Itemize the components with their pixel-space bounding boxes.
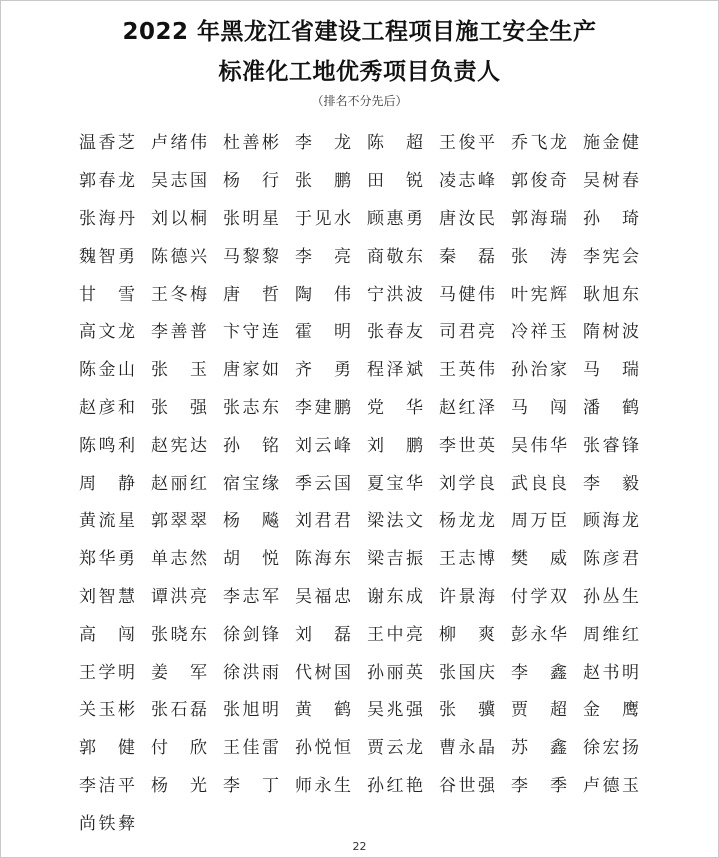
person-name: 贾 超 — [511, 700, 567, 721]
person-name: 许 景 海 — [439, 586, 495, 607]
person-name: 刘 学 良 — [439, 473, 495, 494]
person-name: 李 世 英 — [439, 435, 495, 456]
person-name: 李 季 — [511, 775, 567, 796]
person-name: 张 国 庆 — [439, 662, 495, 683]
person-name: 张 强 — [151, 397, 207, 418]
person-name: 赵 宪 达 — [151, 435, 207, 456]
person-name: 夏 宝 华 — [367, 473, 423, 494]
person-name: 王 中 亮 — [367, 624, 423, 645]
person-name: 乔 飞 龙 — [511, 133, 567, 154]
person-name: 陈 德 兴 — [151, 246, 207, 267]
person-name: 师 永 生 — [295, 775, 351, 796]
person-name: 张 石 磊 — [151, 700, 207, 721]
person-name: 周 万 臣 — [511, 511, 567, 532]
person-name: 吴 福 忠 — [295, 586, 351, 607]
person-name: 刘 云 峰 — [295, 435, 351, 456]
person-name: 付 学 双 — [511, 586, 567, 607]
person-name: 曹 永 晶 — [439, 738, 495, 759]
person-name: 郭 俊 奇 — [511, 171, 567, 192]
person-name: 孙 铭 — [223, 435, 279, 456]
person-name: 张 涛 — [511, 246, 567, 267]
person-name: 关 玉 彬 — [79, 700, 135, 721]
person-name: 孙 丽 英 — [367, 662, 423, 683]
person-name: 苏 鑫 — [511, 738, 567, 759]
person-name: 霍 明 — [295, 322, 351, 343]
person-name: 孙 琦 — [583, 208, 639, 229]
person-name: 卢 绪 伟 — [151, 133, 207, 154]
person-name: 顾 海 龙 — [583, 511, 639, 532]
person-name: 隋 树 波 — [583, 322, 639, 343]
person-name: 李 鑫 — [511, 662, 567, 683]
person-name: 甘 雪 — [79, 284, 135, 305]
person-name: 单 志 然 — [151, 549, 207, 570]
person-name: 周 静 — [79, 473, 135, 494]
person-name: 张 鹏 — [295, 171, 351, 192]
person-name: 黄 鹤 — [295, 700, 351, 721]
person-name: 刘 磊 — [295, 624, 351, 645]
person-name: 赵 红 泽 — [439, 397, 495, 418]
person-name: 杨 光 — [151, 775, 207, 796]
person-name: 顾 惠 勇 — [367, 208, 423, 229]
person-name: 张 志 东 — [223, 397, 279, 418]
person-name: 王 俊 平 — [439, 133, 495, 154]
person-name: 郭 海 瑞 — [511, 208, 567, 229]
person-name: 陈 超 — [367, 133, 423, 154]
person-name: 陈 海 东 — [295, 549, 351, 570]
person-name: 张 骥 — [439, 700, 495, 721]
person-name: 王 英 伟 — [439, 360, 495, 381]
person-name: 赵 书 明 — [583, 662, 639, 683]
person-name: 刘 智 慧 — [79, 586, 135, 607]
person-name: 李 建 鹏 — [295, 397, 351, 418]
person-name: 谭 洪 亮 — [151, 586, 207, 607]
person-name: 郭 健 — [79, 738, 135, 759]
person-name: 谢 东 成 — [367, 586, 423, 607]
person-name: 冷 祥 玉 — [511, 322, 567, 343]
person-name: 刘 以 桐 — [151, 208, 207, 229]
person-name: 刘 鹏 — [367, 435, 423, 456]
person-name: 郭 春 龙 — [79, 171, 135, 192]
person-name: 杨 飚 — [223, 511, 279, 532]
person-name: 叶 宪 辉 — [511, 284, 567, 305]
person-name: 吴 伟 华 — [511, 435, 567, 456]
person-name: 党 华 — [367, 397, 423, 418]
person-name: 张 睿 锋 — [583, 435, 639, 456]
person-name: 陈 鸣 利 — [79, 435, 135, 456]
person-name: 张 玉 — [151, 360, 207, 381]
person-name: 齐 勇 — [295, 360, 351, 381]
person-name: 金 鹰 — [583, 700, 639, 721]
person-name: 温 香 芝 — [79, 133, 135, 154]
person-name: 徐 剑 锋 — [223, 624, 279, 645]
person-name: 李 丁 — [223, 775, 279, 796]
person-name: 王 学 明 — [79, 662, 135, 683]
person-name: 卢 德 玉 — [583, 775, 639, 796]
person-name: 吴 树 春 — [583, 171, 639, 192]
person-name: 王 志 博 — [439, 549, 495, 570]
person-name: 程 泽 斌 — [367, 360, 423, 381]
person-name: 孙 治 家 — [511, 360, 567, 381]
person-name: 吴 兆 强 — [367, 700, 423, 721]
person-name: 季 云 国 — [295, 473, 351, 494]
person-name: 武 良 良 — [511, 473, 567, 494]
person-name: 张 明 星 — [223, 208, 279, 229]
person-name: 代 树 国 — [295, 662, 351, 683]
page-number: 22 — [352, 840, 367, 853]
person-name: 张 海 丹 — [79, 208, 135, 229]
person-name: 商 敬 东 — [367, 246, 423, 267]
person-name: 陈 金 山 — [79, 360, 135, 381]
person-name: 赵 丽 红 — [151, 473, 207, 494]
person-name: 李 善 普 — [151, 322, 207, 343]
person-name: 王 佳 雷 — [223, 738, 279, 759]
person-name: 黄 流 星 — [79, 511, 135, 532]
person-name: 杜 善 彬 — [223, 133, 279, 154]
person-name: 郭 翠 翠 — [151, 511, 207, 532]
person-name: 高 闯 — [79, 624, 135, 645]
person-name: 于 见 水 — [295, 208, 351, 229]
person-name: 魏 智 勇 — [79, 246, 135, 267]
person-name: 李 洁 平 — [79, 775, 135, 796]
person-name: 马 闯 — [511, 397, 567, 418]
person-name: 唐 汝 民 — [439, 208, 495, 229]
person-name: 李 志 军 — [223, 586, 279, 607]
person-name: 李 龙 — [295, 133, 351, 154]
person-name: 吴 志 国 — [151, 171, 207, 192]
person-name: 宿 宝 缘 — [223, 473, 279, 494]
person-name: 司 君 亮 — [439, 322, 495, 343]
person-name: 胡 悦 — [223, 549, 279, 570]
person-name: 徐 洪 雨 — [223, 662, 279, 683]
person-name: 徐 宏 扬 — [583, 738, 639, 759]
person-name: 马 黎 黎 — [223, 246, 279, 267]
person-name: 李 毅 — [583, 473, 639, 494]
person-name: 尚 铁 彜 — [79, 813, 135, 834]
person-name: 姜 军 — [151, 662, 207, 683]
person-name: 梁 吉 振 — [367, 549, 423, 570]
person-name: 王 冬 梅 — [151, 284, 207, 305]
person-name: 马 健 伟 — [439, 284, 495, 305]
person-name: 施 金 健 — [583, 133, 639, 154]
person-name: 樊 威 — [511, 549, 567, 570]
person-name: 唐 家 如 — [223, 360, 279, 381]
person-name: 赵 彦 和 — [79, 397, 135, 418]
person-name: 高 文 龙 — [79, 322, 135, 343]
person-name: 李 宪 会 — [583, 246, 639, 267]
person-name: 孙 红 艳 — [367, 775, 423, 796]
person-name: 卞 守 连 — [223, 322, 279, 343]
person-name: 周 维 红 — [583, 624, 639, 645]
name-list — [79, 122, 649, 840]
person-name: 李 亮 — [295, 246, 351, 267]
person-name: 彭 永 华 — [511, 624, 567, 645]
person-name: 郑 华 勇 — [79, 549, 135, 570]
person-name: 付 欣 — [151, 738, 207, 759]
person-name: 杨 龙 龙 — [439, 511, 495, 532]
person-name: 谷 世 强 — [439, 775, 495, 796]
person-name: 刘 君 君 — [295, 511, 351, 532]
person-name: 陈 彦 君 — [583, 549, 639, 570]
person-name: 张 晓 东 — [151, 624, 207, 645]
person-name: 张 春 友 — [367, 322, 423, 343]
person-name: 陶 伟 — [295, 284, 351, 305]
ranking-note: （排名不分先后） — [311, 94, 408, 108]
person-name: 孙 悦 恒 — [295, 738, 351, 759]
person-name: 耿 旭 东 — [583, 284, 639, 305]
person-name: 宁 洪 波 — [367, 284, 423, 305]
person-name: 张 旭 明 — [223, 700, 279, 721]
person-name: 潘 鹤 — [583, 397, 639, 418]
title-line-1: 2022 年黑龙江省建设工程项目施工安全生产 — [122, 19, 597, 45]
person-name: 秦 磊 — [439, 246, 495, 267]
person-name: 梁 法 文 — [367, 511, 423, 532]
person-name: 孙 丛 生 — [583, 586, 639, 607]
person-name: 贾 云 龙 — [367, 738, 423, 759]
person-name: 柳 爽 — [439, 624, 495, 645]
person-name: 田 锐 — [367, 171, 423, 192]
person-name: 马 瑞 — [583, 360, 639, 381]
person-name: 唐 哲 — [223, 284, 279, 305]
title-line-2: 标准化工地优秀项目负责人 — [218, 59, 501, 85]
person-name: 杨 行 — [223, 171, 279, 192]
person-name: 凌 志 峰 — [439, 171, 495, 192]
